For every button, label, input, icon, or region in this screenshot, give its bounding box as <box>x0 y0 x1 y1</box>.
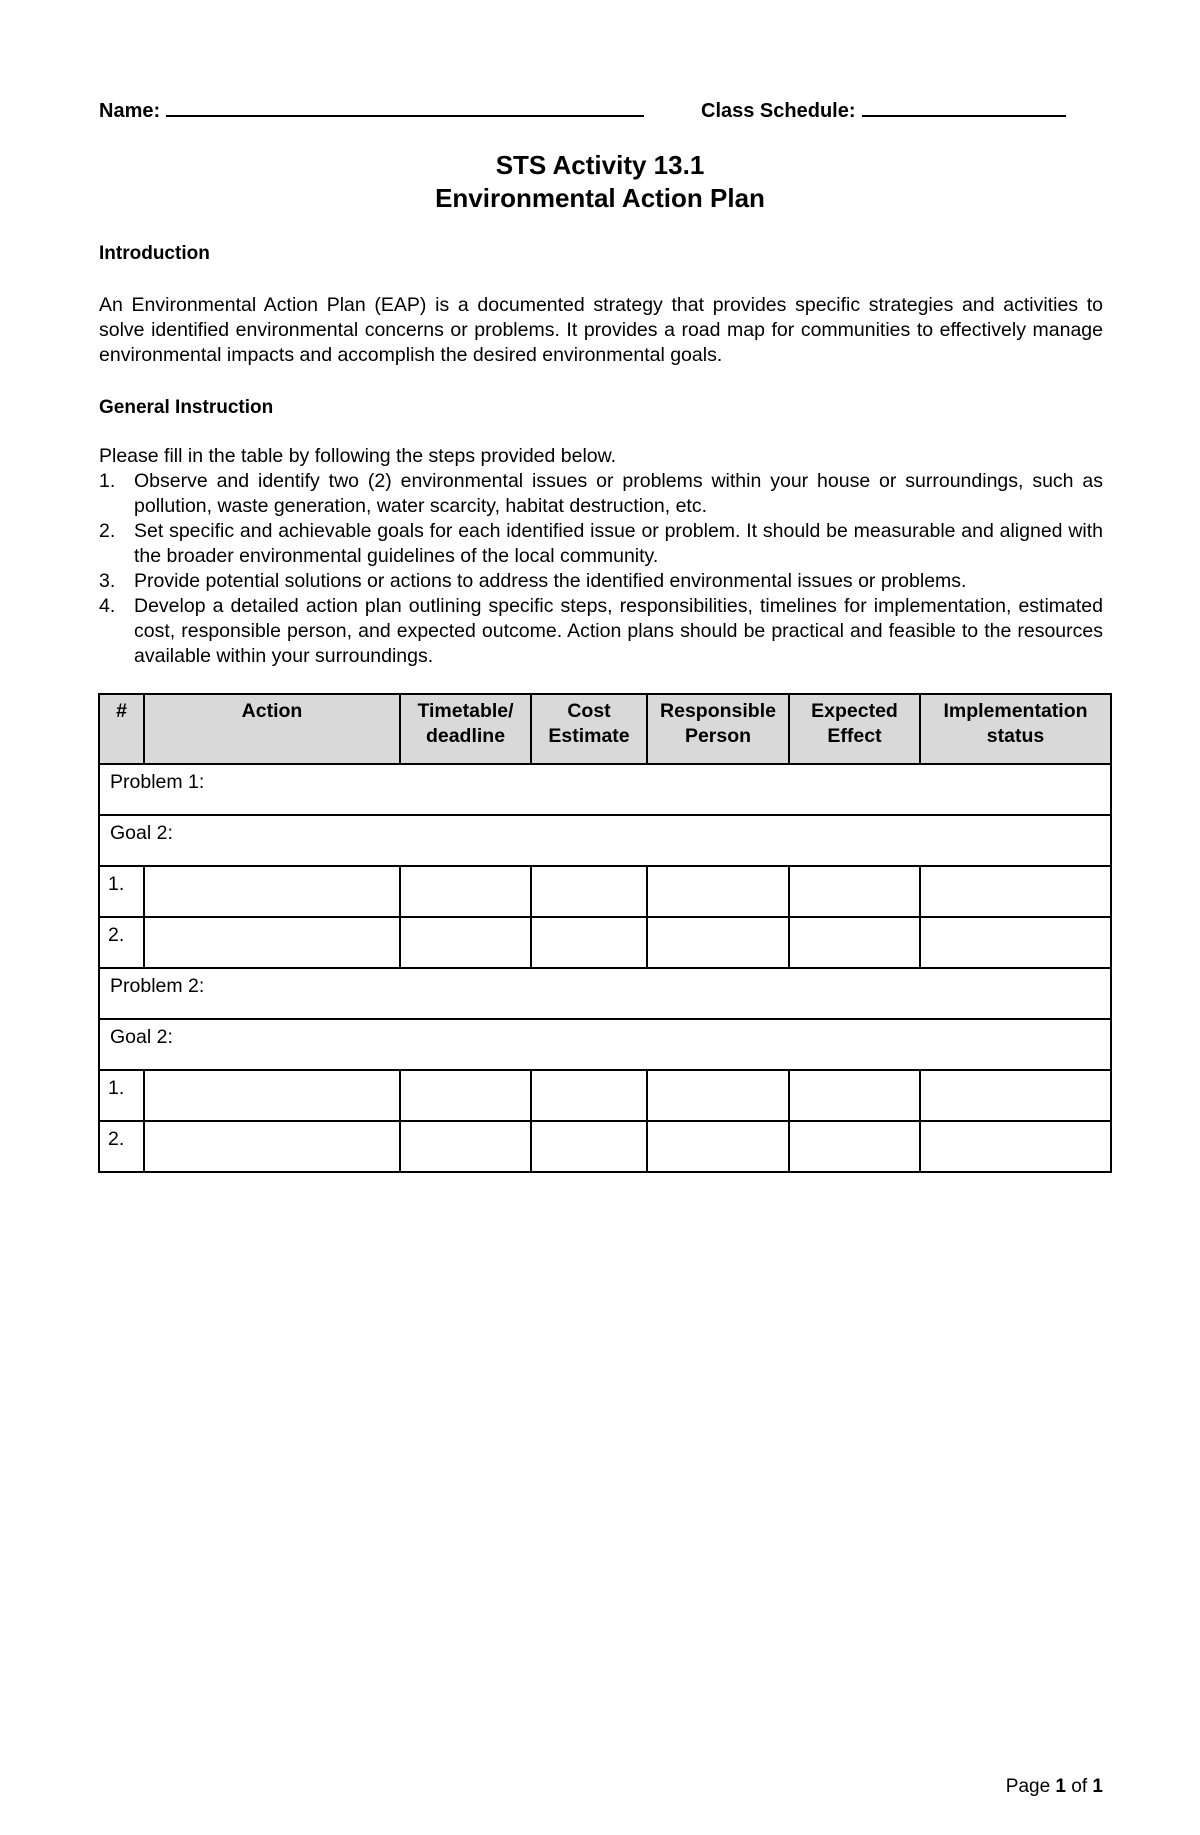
step-text: Develop a detailed action plan outlining specific steps, responsibilities, timelines for implementation, estimated cost, responsible person, and expected outcome. Action plans should be practical and feasible to the resources available within your surroundings. <box>134 595 1103 667</box>
column-header-cost: Cost Estimate <box>531 694 647 764</box>
implementation-status-cell[interactable] <box>920 866 1111 917</box>
page-total: 1 <box>1092 1776 1103 1797</box>
introduction-paragraph: An Environmental Action Plan (EAP) is a documented strategy that provides specific strategies and activities to solve identified environmental concerns or problems. It provides a road map for communities to effectively manage environmental impacts and accomplish the desired environmental goals. <box>99 294 1103 366</box>
cost-cell[interactable] <box>531 1070 647 1121</box>
activity-subtitle: Environmental Action Plan <box>435 183 765 213</box>
responsible-cell[interactable] <box>647 917 789 968</box>
timetable-cell[interactable] <box>400 1070 531 1121</box>
column-header-implementation-status: Implementation status <box>920 694 1111 764</box>
row-number-cell: 1. <box>99 866 144 917</box>
instruction-step <box>99 469 1103 519</box>
column-header-responsible: Responsible Person <box>647 694 789 764</box>
cost-cell[interactable] <box>531 1121 647 1172</box>
expected-effect-cell[interactable] <box>789 917 920 968</box>
action-cell[interactable] <box>144 866 400 917</box>
problem-row <box>99 968 1111 1019</box>
action-cell[interactable] <box>144 1070 400 1121</box>
problem-cell[interactable]: Problem 2: <box>99 968 1111 1019</box>
goal-row <box>99 1019 1111 1070</box>
cost-cell[interactable] <box>531 866 647 917</box>
responsible-cell[interactable] <box>647 1070 789 1121</box>
name-label: Name: <box>99 100 161 122</box>
implementation-status-cell[interactable] <box>920 1070 1111 1121</box>
expected-effect-cell[interactable] <box>789 1121 920 1172</box>
step-text: Observe and identify two (2) environmental issues or problems within your house or surroundings, such as pollution, waste generation, water scarcity, habitat destruction, etc. <box>134 470 1103 517</box>
step-number: 1. <box>99 470 116 492</box>
table-row <box>99 1121 1111 1172</box>
cost-cell[interactable] <box>531 917 647 968</box>
page-current: 1 <box>1055 1776 1066 1797</box>
page-label: Page <box>1005 1776 1051 1797</box>
column-header-timetable: Timetable/ deadline <box>400 694 531 764</box>
responsible-cell[interactable] <box>647 1121 789 1172</box>
name-blank[interactable] <box>166 101 644 117</box>
step-number: 2. <box>99 520 116 542</box>
problem-cell[interactable]: Problem 1: <box>99 764 1111 815</box>
class-schedule-label: Class Schedule: <box>701 100 856 122</box>
column-header-number: # <box>99 694 144 764</box>
step-number: 4. <box>99 595 116 617</box>
action-plan-table <box>98 693 1112 1173</box>
instruction-step <box>99 594 1103 669</box>
action-cell[interactable] <box>144 1121 400 1172</box>
problem-row <box>99 764 1111 815</box>
instruction-steps-list <box>99 469 1103 669</box>
step-text: Set specific and achievable goals for each identified issue or problem. It should be measurable and aligned with the broader environmental guidelines of the local community. <box>134 520 1103 567</box>
table-row <box>99 866 1111 917</box>
table-header-row <box>99 694 1111 764</box>
implementation-status-cell[interactable] <box>920 917 1111 968</box>
timetable-cell[interactable] <box>400 1121 531 1172</box>
activity-title: STS Activity 13.1 <box>495 150 705 180</box>
step-number: 3. <box>99 570 116 592</box>
goal-cell[interactable]: Goal 2: <box>99 1019 1111 1070</box>
general-instruction-heading: General Instruction <box>99 397 274 418</box>
implementation-status-cell[interactable] <box>920 1121 1111 1172</box>
timetable-cell[interactable] <box>400 866 531 917</box>
expected-effect-cell[interactable] <box>789 866 920 917</box>
row-number-cell: 1. <box>99 1070 144 1121</box>
row-number-cell: 2. <box>99 917 144 968</box>
column-header-expected-effect: Expected Effect <box>789 694 920 764</box>
table-row <box>99 917 1111 968</box>
page-footer <box>1006 1776 1103 1798</box>
of-label: of <box>1071 1776 1088 1797</box>
action-cell[interactable] <box>144 917 400 968</box>
column-header-action: Action <box>144 694 400 764</box>
goal-row <box>99 815 1111 866</box>
class-schedule-blank[interactable] <box>862 101 1066 117</box>
responsible-cell[interactable] <box>647 866 789 917</box>
expected-effect-cell[interactable] <box>789 1070 920 1121</box>
step-text: Provide potential solutions or actions to address the identified environmental issues or problems. <box>134 570 967 592</box>
table-row <box>99 1070 1111 1121</box>
name-field-line <box>99 100 644 123</box>
instruction-step <box>99 569 1103 594</box>
goal-cell[interactable]: Goal 2: <box>99 815 1111 866</box>
class-schedule-field-line <box>701 100 1066 123</box>
timetable-cell[interactable] <box>400 917 531 968</box>
instruction-step <box>99 519 1103 569</box>
introduction-heading: Introduction <box>99 243 210 264</box>
instruction-lead: Please fill in the table by following the steps provided below. <box>99 445 617 467</box>
row-number-cell: 2. <box>99 1121 144 1172</box>
